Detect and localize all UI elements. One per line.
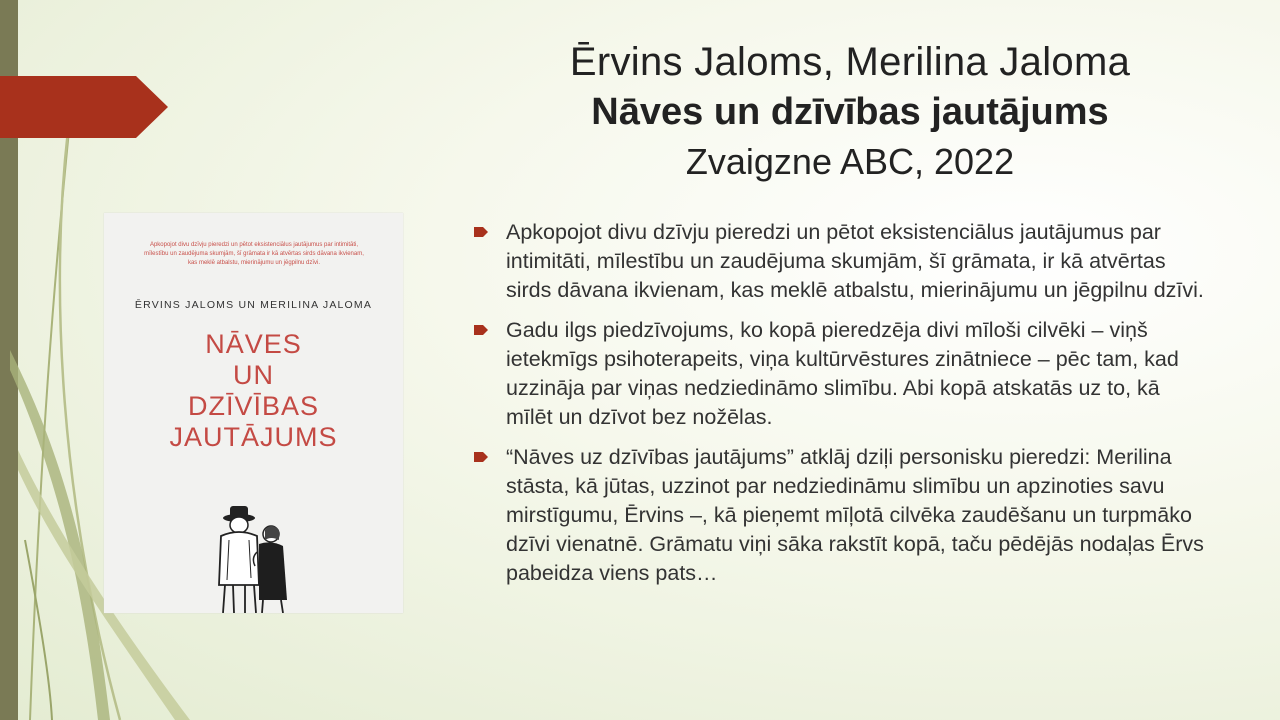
cover-title-line: JAUTĀJUMS bbox=[169, 422, 338, 452]
cover-title-line: DZĪVĪBAS bbox=[187, 391, 320, 421]
cover-title-line: UN bbox=[233, 360, 274, 390]
accent-arrow bbox=[0, 76, 168, 138]
cover-authors: ĒRVINS JALOMS UN MERILINA JALOMA bbox=[134, 299, 373, 311]
list-item bbox=[470, 443, 1210, 588]
bullet-arrow-icon bbox=[474, 227, 488, 237]
bullet-arrow-icon bbox=[474, 325, 488, 335]
authors-heading: Ērvins Jaloms, Merilina Jaloma bbox=[569, 40, 1131, 84]
couple-illustration-icon bbox=[199, 500, 309, 613]
cover-title-line: NĀVES bbox=[205, 329, 302, 359]
list-item bbox=[470, 218, 1210, 305]
bullet-text: Apkopojot divu dzīvju pieredzi un pētot eksistenciālus jautājumus par intimitāti, mīlestību un zaudējuma skumjām, šī grāmata, ir kā atvērtas sirds dāvana ikvienam, kas meklē atbalstu, mierinājumu un jēgpilnu dzīvi. bbox=[506, 220, 1204, 302]
book-title: Nāves un dzīvības jautājums bbox=[591, 91, 1109, 133]
bullet-text: “Nāves uz dzīvības jautājums” atklāj dziļi personisku pieredzi: Merilina stāsta, kā jūtas, uzzinot par nedziedināmu slimību un apzinoties savu mirstīgumu, Ērvins –, kā pieņemt mīļotā cilvēka zaudēšanu un turpmāko dzīvi vienatnē. Grāmatu viņi sāka rakstīt kopā, taču pēdējās nodaļas Ērvs pabeidza viens pats… bbox=[506, 445, 1204, 585]
cover-title bbox=[104, 329, 403, 453]
bullet-text: Gadu ilgs piedzīvojums, ko kopā pieredzēja divi mīloši cilvēki – viņš ietekmīgs psihoterapeits, viņa kultūrvēstures zinātniece – pēc tam, kad uzzināja par viņas nedziedināmo slimību. Abi kopā atskatās uz to, kā mīlēt un dzīvot bez nožēlas. bbox=[506, 318, 1179, 429]
bullet-arrow-icon bbox=[474, 452, 488, 462]
cover-blurb: Apkopojot divu dzīvju pieredzi un pētot eksistenciālus jautājumus par intimitāti, mīlestību un zaudējuma skumjām, šī grāmata ir kā atvērtas sirds dāvana ikvienam, kas meklē atbalstu, mierinājumu un jēgpilnu dzīvi. bbox=[144, 242, 364, 266]
publisher-line: Zvaigzne ABC, 2022 bbox=[685, 141, 1015, 182]
bullet-list bbox=[470, 218, 1210, 599]
list-item bbox=[470, 316, 1210, 432]
book-cover bbox=[104, 213, 403, 613]
